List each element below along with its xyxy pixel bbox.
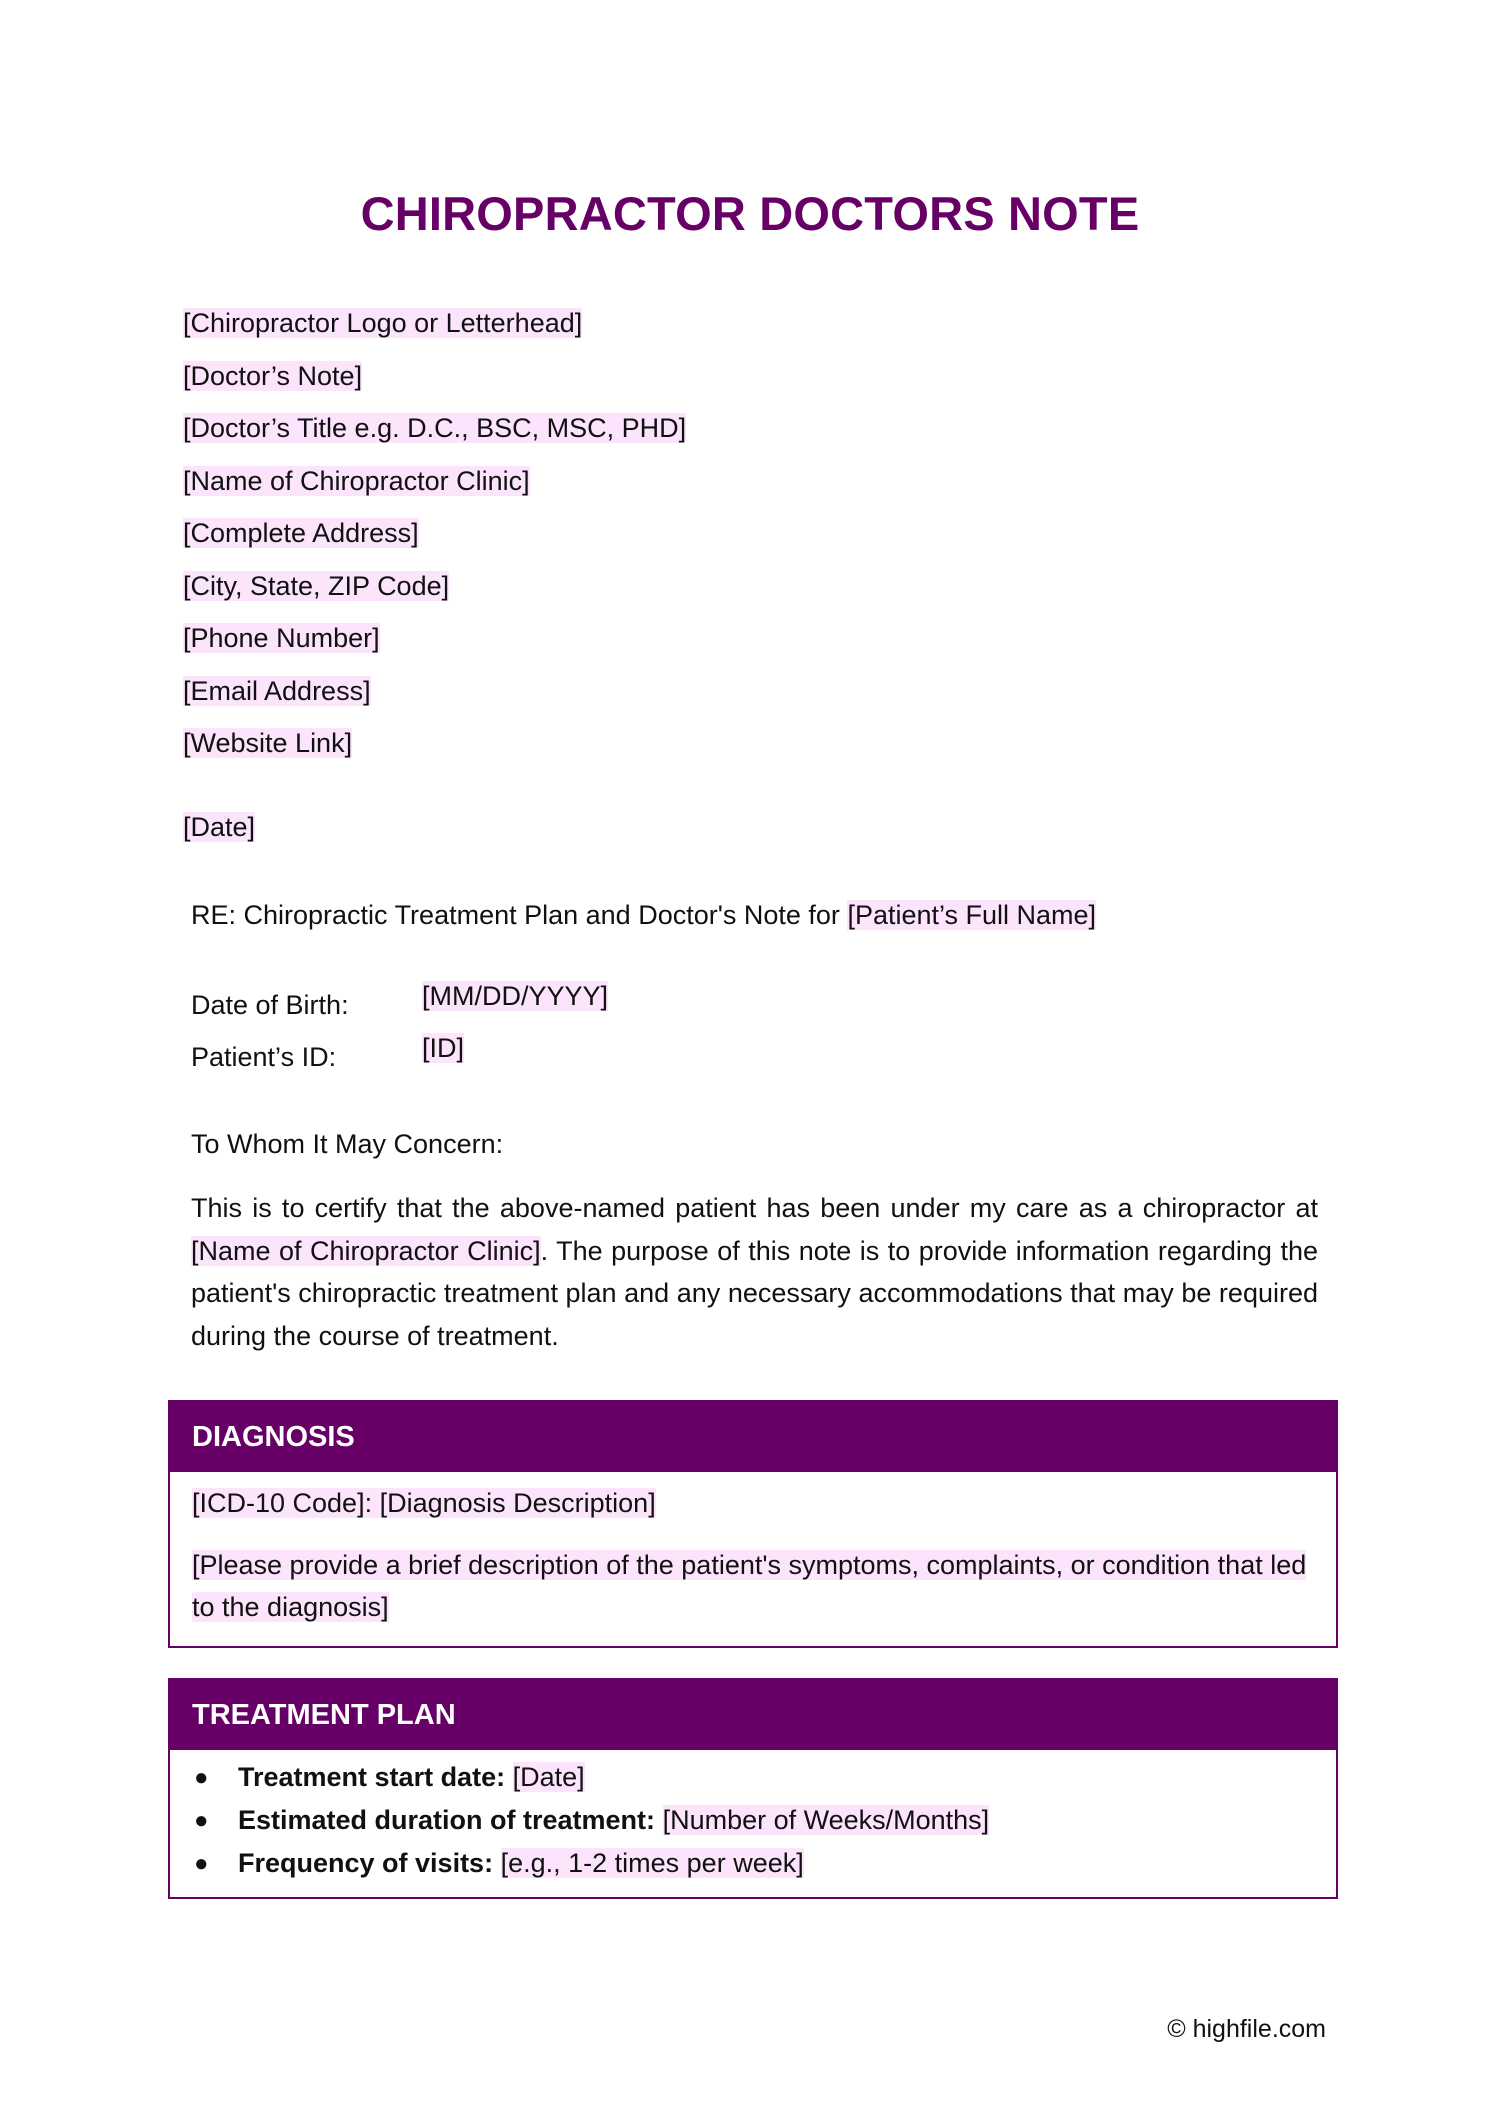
dob-placeholder: [MM/DD/YYYY] (422, 981, 609, 1011)
letterhead-line (183, 358, 362, 394)
doctor-title-placeholder: [Doctor’s Title e.g. D.C., BSC, MSC, PHD] (183, 413, 687, 443)
bullet-icon: ● (194, 1764, 209, 1791)
clinic-name-placeholder: [Name of Chiropractor Clinic] (183, 466, 530, 496)
letterhead-line (183, 410, 686, 446)
diagnosis-body (170, 1472, 1336, 1640)
item-label: Estimated duration of treatment: (238, 1805, 656, 1835)
list-item (192, 1842, 1316, 1885)
copyright-footer: © highfile.com (1167, 2015, 1326, 2043)
patient-name-placeholder: [Patient’s Full Name] (847, 900, 1097, 930)
letterhead-line (183, 515, 419, 551)
dob-value-line (422, 978, 608, 1014)
item-label: Treatment start date: (238, 1762, 506, 1792)
diagnosis-code-placeholder: [ICD-10 Code]: [Diagnosis Description] (192, 1488, 656, 1518)
list-item (192, 1799, 1316, 1842)
bullet-icon: ● (194, 1807, 209, 1834)
list-item (192, 1756, 1316, 1799)
diagnosis-code-line (192, 1482, 1316, 1524)
letterhead-line (183, 305, 582, 341)
treatment-plan-section (168, 1678, 1338, 1899)
doctor-note-placeholder: [Doctor’s Note] (183, 361, 363, 391)
bullet-icon: ● (194, 1850, 209, 1877)
re-line (191, 897, 1096, 933)
treatment-plan-heading: TREATMENT PLAN (170, 1680, 1336, 1750)
treatment-plan-body (170, 1750, 1336, 1897)
letterhead-line (183, 568, 449, 604)
diagnosis-section (168, 1400, 1338, 1648)
dob-label: Date of Birth: (191, 990, 349, 1020)
intro-text-2: . The purpose of this note is to provide information regarding the patient's chiropractic treatment plan and any necessary accommodations that may be required during the course of treatment. (191, 1235, 1318, 1351)
diagnosis-heading: DIAGNOSIS (170, 1402, 1336, 1472)
date-line (183, 809, 255, 845)
intro-paragraph (191, 1187, 1318, 1357)
phone-placeholder: [Phone Number] (183, 623, 380, 653)
item-value-placeholder: [Number of Weeks/Months] (662, 1805, 990, 1835)
letterhead-line (183, 725, 352, 761)
address-placeholder: [Complete Address] (183, 518, 419, 548)
item-value-placeholder: [Date] (512, 1762, 585, 1792)
letterhead-line (183, 463, 530, 499)
city-state-zip-placeholder: [City, State, ZIP Code] (183, 571, 450, 601)
diagnosis-description-placeholder: [Please provide a brief description of the patient's symptoms, complaints, or condition that led to the diagnosis] (192, 1550, 1307, 1622)
item-value-placeholder: [e.g., 1-2 times per week] (500, 1848, 804, 1878)
patient-id-label: Patient’s ID: (191, 1042, 337, 1072)
logo-placeholder: [Chiropractor Logo or Letterhead] (183, 308, 583, 338)
treatment-plan-list (192, 1756, 1316, 1885)
item-label: Frequency of visits: (238, 1848, 494, 1878)
diagnosis-description-line (192, 1544, 1316, 1628)
patient-id-placeholder: [ID] (422, 1033, 465, 1063)
website-placeholder: [Website Link] (183, 728, 353, 758)
date-placeholder: [Date] (183, 812, 256, 842)
document-title: CHIROPRACTOR DOCTORS NOTE (360, 187, 1140, 240)
letterhead-line (183, 620, 380, 656)
intro-text-1: This is to certify that the above-named patient has been under my care as a chiropractor at (191, 1193, 1318, 1223)
re-prefix: RE: Chiropractic Treatment Plan and Doctor's Note for (191, 900, 848, 930)
patient-id-value-line (422, 1030, 464, 1066)
email-placeholder: [Email Address] (183, 676, 371, 706)
salutation: To Whom It May Concern: (191, 1129, 504, 1159)
letterhead-line (183, 673, 371, 709)
clinic-name-inline-placeholder: [Name of Chiropractor Clinic] (191, 1235, 541, 1266)
